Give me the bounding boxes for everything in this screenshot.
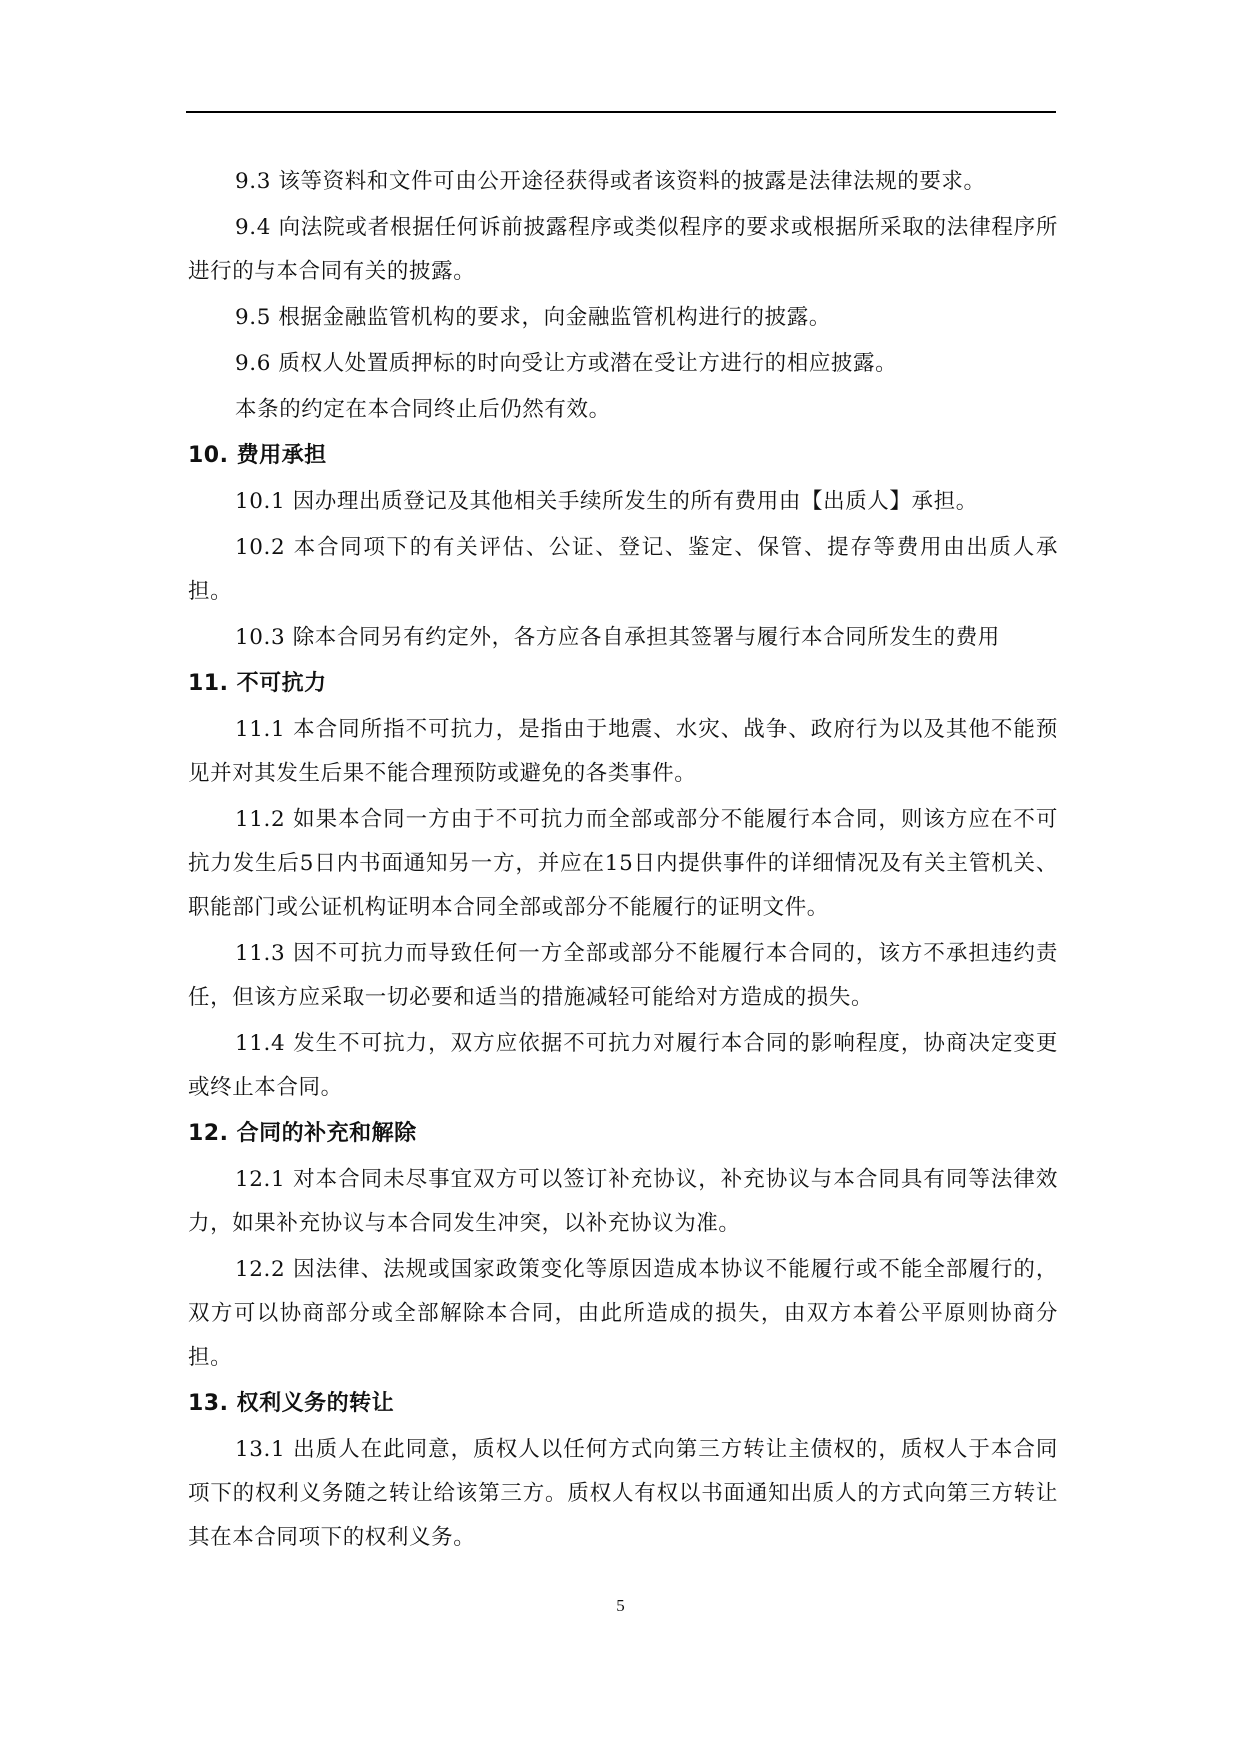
document-body — [188, 160, 1058, 1562]
clause-9-6: 9.6 质权人处置质押标的时向受让方或潜在受让方进行的相应披露。 — [235, 351, 898, 376]
clause-12-1: 12.1 对本合同未尽事宜双方可以签订补充协议，补充协议与本合同具有同等法律效力，如果补充协议与本合同发生冲突，以补充协议为准。 — [188, 1167, 1058, 1236]
section-heading-11: 11. 不可抗力 — [188, 671, 327, 696]
clause-11-2: 11.2 如果本合同一方由于不可抗力而全部或部分不能履行本合同，则该方应在不可抗力发生后5日内书面通知另一方，并应在15日内提供事件的详细情况及有关主管机关、职能部门或公证机构证明本合同全部或部分不能履行的证明文件。 — [188, 807, 1058, 920]
section-heading-10: 10. 费用承担 — [188, 443, 327, 468]
clause-11-4: 11.4 发生不可抗力，双方应依据不可抗力对履行本合同的影响程度，协商决定变更或终止本合同。 — [188, 1031, 1058, 1100]
clause-10-1: 10.1 因办理出质登记及其他相关手续所发生的所有费用由【出质人】承担。 — [235, 489, 978, 514]
clause-11-3: 11.3 因不可抗力而导致任何一方全部或部分不能履行本合同的，该方不承担违约责任，但该方应采取一切必要和适当的措施减轻可能给对方造成的损失。 — [188, 941, 1058, 1010]
clause-9-validity-note: 本条的约定在本合同终止后仍然有效。 — [235, 397, 611, 422]
header-rule — [186, 111, 1056, 113]
clause-9-5: 9.5 根据金融监管机构的要求，向金融监管机构进行的披露。 — [235, 305, 831, 330]
clause-11-1: 11.1 本合同所指不可抗力，是指由于地震、水灾、战争、政府行为以及其他不能预见并对其发生后果不能合理预防或避免的各类事件。 — [188, 717, 1058, 786]
clause-10-3: 10.3 除本合同另有约定外，各方应各自承担其签署与履行本合同所发生的费用 — [235, 625, 1000, 650]
section-heading-13: 13. 权利义务的转让 — [188, 1391, 395, 1416]
page-number: 5 — [616, 1596, 625, 1615]
clause-13-1: 13.1 出质人在此同意，质权人以任何方式向第三方转让主债权的，质权人于本合同项下的权利义务随之转让给该第三方。质权人有权以书面通知出质人的方式向第三方转让其在本合同项下的权利义务。 — [188, 1437, 1058, 1550]
section-heading-12: 12. 合同的补充和解除 — [188, 1121, 417, 1146]
clause-10-2: 10.2 本合同项下的有关评估、公证、登记、鉴定、保管、提存等费用由出质人承担。 — [188, 535, 1058, 604]
clause-9-3: 9.3 该等资料和文件可由公开途径获得或者该资料的披露是法律法规的要求。 — [235, 169, 986, 194]
clause-12-2: 12.2 因法律、法规或国家政策变化等原因造成本协议不能履行或不能全部履行的，双方可以协商部分或全部解除本合同，由此所造成的损失，由双方本着公平原则协商分担。 — [188, 1257, 1058, 1370]
clause-9-4: 9.4 向法院或者根据任何诉前披露程序或类似程序的要求或根据所采取的法律程序所进行的与本合同有关的披露。 — [188, 215, 1058, 284]
